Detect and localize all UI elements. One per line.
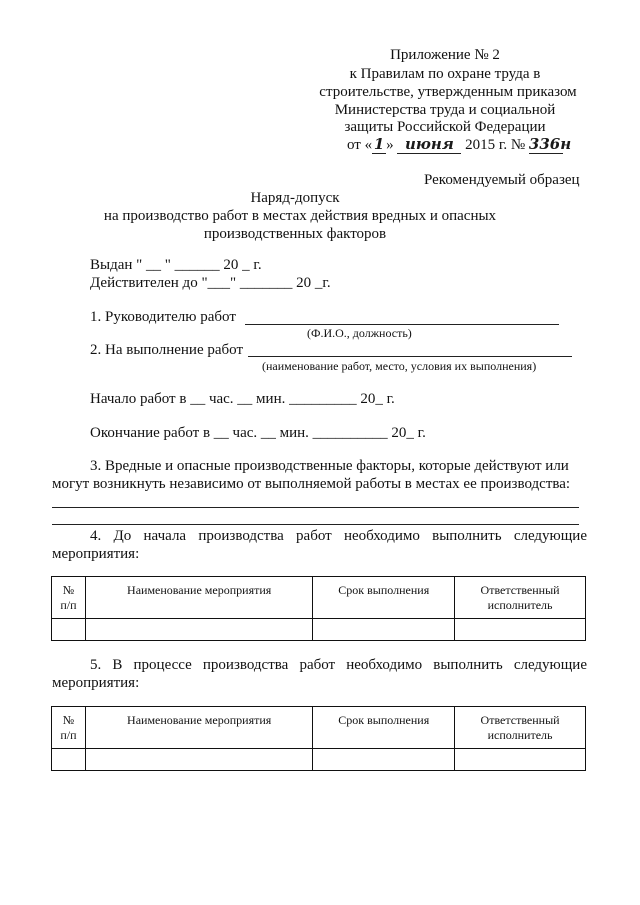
date-day-handwritten: 1 — [373, 135, 385, 153]
appendix-line-2: к Правилам по охране труда в — [349, 66, 541, 82]
section4-table — [51, 576, 586, 641]
item2-fill-line — [248, 356, 572, 357]
section5-line-1: 5. В процессе производства работ необходимо выполнить следующие — [90, 657, 587, 673]
section3-line-1: 3. Вредные и опасные производственные факторы, которые действуют или — [90, 458, 569, 474]
table-row — [52, 749, 586, 771]
header-term: Срок выполнения — [313, 577, 455, 619]
table-cell[interactable] — [85, 619, 312, 641]
valid-until-date: Действителен до "___" _______ 20 _г. — [90, 275, 331, 291]
section3-fill-line-2 — [52, 524, 579, 525]
table-header-row — [52, 707, 586, 749]
section5-line-2: мероприятия: — [52, 675, 140, 691]
table-cell[interactable] — [313, 749, 455, 771]
appendix-line-3: строительстве, утвержденным приказом — [319, 84, 577, 100]
item2-caption: (наименование работ, место, условия их выполнения) — [262, 359, 537, 373]
table-cell[interactable] — [455, 619, 586, 641]
header-name: Наименование мероприятия — [85, 707, 312, 749]
order-number-handwritten: 336н — [528, 135, 572, 153]
document-title: Наряд-допуск — [250, 190, 340, 206]
appendix-line-5: защиты Российской Федерации — [344, 119, 546, 135]
table-header-row — [52, 577, 586, 619]
date-month-handwritten: июня — [397, 135, 461, 154]
item1-fill-line — [245, 324, 559, 325]
section4-line-2: мероприятия: — [52, 546, 140, 562]
header-responsible: Ответственный исполнитель — [455, 707, 586, 749]
section4-line-1: 4. До начала производства работ необходимо выполнить следующие — [90, 528, 587, 544]
table-cell[interactable] — [52, 749, 86, 771]
recommended-sample: Рекомендуемый образец — [424, 172, 580, 188]
date-prefix: от « — [347, 137, 373, 153]
end-time: Окончание работ в __ час. __ мин. __________ 20_ г. — [90, 425, 426, 441]
table-cell[interactable] — [313, 619, 455, 641]
section5-table — [51, 706, 586, 771]
table-cell[interactable] — [455, 749, 586, 771]
header-term: Срок выполнения — [313, 707, 455, 749]
date-year: 2015 г. № — [465, 137, 526, 153]
header-name: Наименование мероприятия — [85, 577, 312, 619]
start-time: Начало работ в __ час. __ мин. _________ 20_ г. — [90, 391, 395, 407]
item2-label: 2. На выполнение работ — [90, 342, 244, 358]
table-row — [52, 619, 586, 641]
table-cell[interactable] — [85, 749, 312, 771]
header-num: № п/п — [52, 707, 86, 749]
item1-caption: (Ф.И.О., должность) — [307, 326, 412, 340]
section3-line-2: могут возникнуть независимо от выполняемой работы в местах ее производства: — [52, 476, 571, 492]
date-mid: » — [386, 137, 394, 153]
table-cell[interactable] — [52, 619, 86, 641]
document-subtitle-1: на производство работ в местах действия вредных и опасных — [103, 208, 497, 224]
section3-fill-line-1 — [52, 507, 579, 508]
issued-date: Выдан " __ " ______ 20 _ г. — [90, 257, 262, 273]
header-responsible: Ответственный исполнитель — [455, 577, 586, 619]
appendix-line-4: Министерства труда и социальной — [334, 102, 556, 118]
appendix-date-line — [347, 135, 572, 154]
appendix-line-1: Приложение № 2 — [390, 47, 500, 63]
document-subtitle-2: производственных факторов — [203, 226, 387, 242]
item1-label: 1. Руководителю работ — [90, 309, 236, 325]
header-num: № п/п — [52, 577, 86, 619]
